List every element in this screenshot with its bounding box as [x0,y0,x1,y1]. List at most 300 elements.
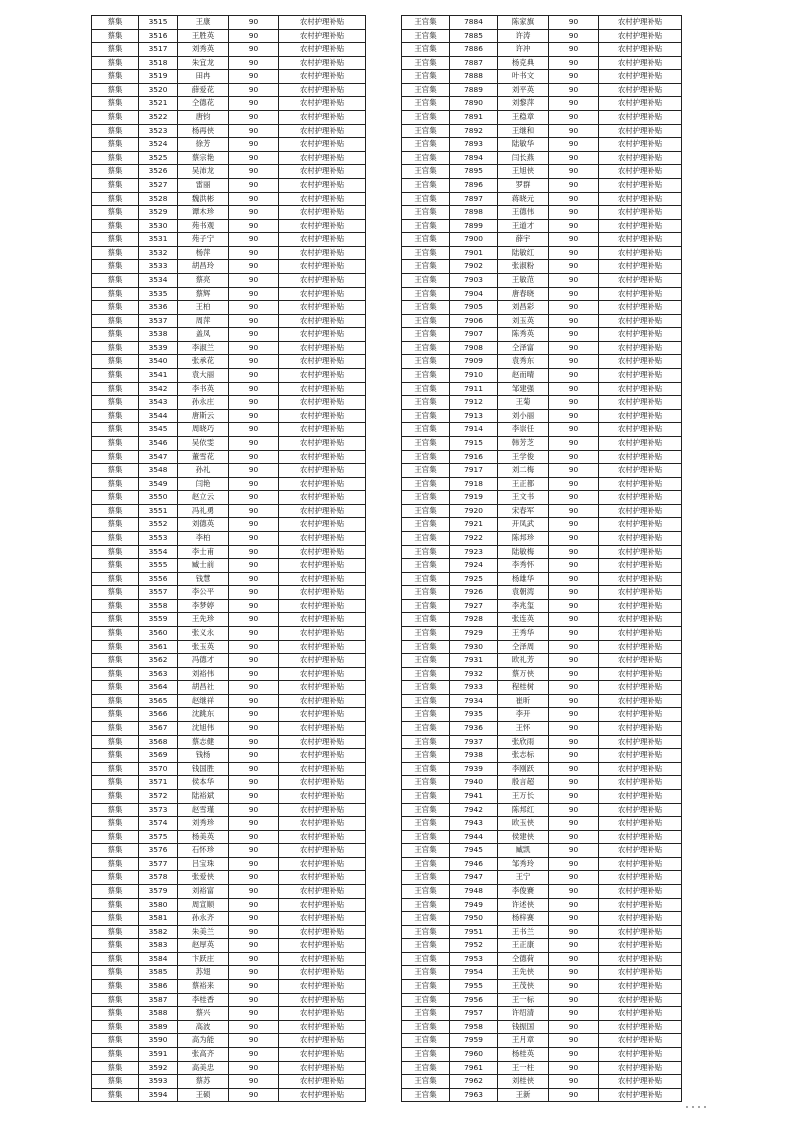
amount-cell: 90 [229,138,279,152]
name-cell: 钱振国 [498,1020,549,1034]
name-cell: 李刚跃 [498,762,549,776]
subsidy-type-cell: 农村护理补贴 [279,830,366,844]
id-cell: 7949 [450,898,498,912]
amount-cell: 90 [549,504,599,518]
amount-cell: 90 [229,504,279,518]
name-cell: 臧凯 [498,844,549,858]
amount-cell: 90 [229,966,279,980]
table-row [92,559,366,573]
name-cell: 许述侠 [498,898,549,912]
table-row [92,599,366,613]
table-row [92,97,366,111]
id-cell: 3589 [139,1020,178,1034]
table-row [402,1034,682,1048]
subsidy-type-cell: 农村护理补贴 [279,477,366,491]
id-cell: 3558 [139,599,178,613]
subsidy-type-cell: 农村护理补贴 [279,246,366,260]
subsidy-type-cell: 农村护理补贴 [599,97,682,111]
table-row [92,464,366,478]
table-row [92,355,366,369]
table-row [402,1061,682,1075]
name-cell: 李柏 [178,531,229,545]
table-row [92,16,366,30]
table-row [92,246,366,260]
table-row [92,382,366,396]
id-cell: 3553 [139,531,178,545]
id-cell: 7892 [450,124,498,138]
subsidy-type-cell: 农村护理补贴 [279,586,366,600]
amount-cell: 90 [229,111,279,125]
table-row [92,722,366,736]
name-cell: 宋春军 [498,504,549,518]
name-cell: 陆敏梅 [498,545,549,559]
id-cell: 7923 [450,545,498,559]
amount-cell: 90 [229,871,279,885]
table-row [402,382,682,396]
id-cell: 3574 [139,817,178,831]
id-cell: 3530 [139,219,178,233]
amount-cell: 90 [229,436,279,450]
table-row [92,260,366,274]
name-cell: 钱杨 [178,749,229,763]
subsidy-type-cell: 农村护理补贴 [279,423,366,437]
table-row [92,572,366,586]
name-cell: 王书兰 [498,925,549,939]
id-cell: 3568 [139,735,178,749]
amount-cell: 90 [549,301,599,315]
subsidy-type-cell: 农村护理补贴 [599,206,682,220]
town-cell: 蔡集 [92,939,139,953]
amount-cell: 90 [549,29,599,43]
amount-cell: 90 [549,518,599,532]
id-cell: 7929 [450,627,498,641]
name-cell: 钱慧 [178,572,229,586]
id-cell: 3527 [139,178,178,192]
name-cell: 张淑粉 [498,260,549,274]
table-row [92,939,366,953]
id-cell: 3559 [139,613,178,627]
name-cell: 陆敏红 [498,246,549,260]
name-cell: 孙永齐 [178,912,229,926]
name-cell: 王新 [498,1088,549,1102]
name-cell: 张连英 [498,613,549,627]
table-row [402,97,682,111]
id-cell: 7900 [450,233,498,247]
table-row [402,518,682,532]
town-cell: 蔡集 [92,355,139,369]
subsidy-type-cell: 农村护理补贴 [279,762,366,776]
amount-cell: 90 [229,396,279,410]
id-cell: 7910 [450,369,498,383]
subsidy-type-cell: 农村护理补贴 [599,681,682,695]
amount-cell: 90 [229,206,279,220]
town-cell: 蔡集 [92,369,139,383]
name-cell: 冯礼勇 [178,504,229,518]
table-row [92,789,366,803]
amount-cell: 90 [549,667,599,681]
table-row [92,1047,366,1061]
subsidy-type-cell: 农村护理补贴 [279,43,366,57]
table-row [92,450,366,464]
subsidy-type-cell: 农村护理补贴 [599,789,682,803]
table-row [402,409,682,423]
subsidy-type-cell: 农村护理补贴 [599,613,682,627]
id-cell: 7943 [450,817,498,831]
subsidy-type-cell: 农村护理补贴 [599,260,682,274]
table-row [402,681,682,695]
id-cell: 7898 [450,206,498,220]
subsidy-type-cell: 农村护理补贴 [599,627,682,641]
amount-cell: 90 [549,572,599,586]
subsidy-type-cell: 农村护理补贴 [599,776,682,790]
subsidy-type-cell: 农村护理补贴 [279,287,366,301]
town-cell: 王官集 [402,654,450,668]
dots-mark-icon [684,1103,708,1111]
table-row [92,545,366,559]
amount-cell: 90 [229,952,279,966]
town-cell: 王官集 [402,885,450,899]
subsidy-type-cell: 农村护理补贴 [599,531,682,545]
table-row [402,966,682,980]
name-cell: 苑书观 [178,219,229,233]
name-cell: 唐斯云 [178,409,229,423]
town-cell: 蔡集 [92,762,139,776]
subsidy-type-cell: 农村护理补贴 [279,654,366,668]
name-cell: 蔡苏 [178,1075,229,1089]
amount-cell: 90 [229,70,279,84]
id-cell: 3538 [139,328,178,342]
id-cell: 7962 [450,1075,498,1089]
id-cell: 3560 [139,627,178,641]
town-cell: 王官集 [402,192,450,206]
amount-cell: 90 [229,355,279,369]
town-cell: 王官集 [402,722,450,736]
table-row [92,436,366,450]
id-cell: 3554 [139,545,178,559]
table-row [402,70,682,84]
town-cell: 蔡集 [92,504,139,518]
table-row [402,640,682,654]
subsidy-type-cell: 农村护理补贴 [279,233,366,247]
amount-cell: 90 [229,464,279,478]
subsidy-type-cell: 农村护理补贴 [279,436,366,450]
subsidy-type-cell: 农村护理补贴 [279,396,366,410]
id-cell: 3516 [139,29,178,43]
table-row [92,885,366,899]
subsidy-type-cell: 农村护理补贴 [279,735,366,749]
id-cell: 3578 [139,871,178,885]
table-row [92,898,366,912]
name-cell: 臧士前 [178,559,229,573]
subsidy-type-cell: 农村护理补贴 [279,572,366,586]
town-cell: 王官集 [402,830,450,844]
subsidy-type-cell: 农村护理补贴 [599,722,682,736]
name-cell: 吴沛龙 [178,165,229,179]
table-row [402,762,682,776]
id-cell: 3579 [139,885,178,899]
id-cell: 3523 [139,124,178,138]
table-row [92,1061,366,1075]
id-cell: 7951 [450,925,498,939]
town-cell: 王官集 [402,1047,450,1061]
amount-cell: 90 [549,803,599,817]
amount-cell: 90 [549,355,599,369]
name-cell: 李梦婷 [178,599,229,613]
subsidy-type-cell: 农村护理补贴 [599,233,682,247]
amount-cell: 90 [229,151,279,165]
subsidy-type-cell: 农村护理补贴 [599,749,682,763]
name-cell: 冯德才 [178,654,229,668]
amount-cell: 90 [549,708,599,722]
name-cell: 李开 [498,708,549,722]
id-cell: 7894 [450,151,498,165]
table-row [92,369,366,383]
subsidy-type-cell: 农村护理补贴 [599,1007,682,1021]
id-cell: 3556 [139,572,178,586]
amount-cell: 90 [229,382,279,396]
name-cell: 王柏 [178,301,229,315]
town-cell: 王官集 [402,124,450,138]
town-cell: 蔡集 [92,477,139,491]
table-row [402,355,682,369]
town-cell: 蔡集 [92,980,139,994]
amount-cell: 90 [549,925,599,939]
subsidy-type-cell: 农村护理补贴 [279,301,366,315]
id-cell: 7901 [450,246,498,260]
name-cell: 程桂树 [498,681,549,695]
id-cell: 7945 [450,844,498,858]
name-cell: 雷丽 [178,178,229,192]
town-cell: 蔡集 [92,273,139,287]
subsidy-type-cell: 农村护理补贴 [599,314,682,328]
amount-cell: 90 [229,260,279,274]
subsidy-type-cell: 农村护理补贴 [599,273,682,287]
subsidy-type-cell: 农村护理补贴 [599,925,682,939]
amount-cell: 90 [549,1034,599,1048]
subsidy-type-cell: 农村护理补贴 [279,16,366,30]
id-cell: 3566 [139,708,178,722]
table-row [402,1020,682,1034]
town-cell: 王官集 [402,328,450,342]
id-cell: 3586 [139,980,178,994]
subsidy-type-cell: 农村护理补贴 [279,450,366,464]
subsidy-type-cell: 农村护理补贴 [599,871,682,885]
town-cell: 蔡集 [92,341,139,355]
table-row [402,1075,682,1089]
town-cell: 蔡集 [92,694,139,708]
amount-cell: 90 [229,980,279,994]
town-cell: 蔡集 [92,138,139,152]
subsidy-type-cell: 农村护理补贴 [279,178,366,192]
town-cell: 王官集 [402,613,450,627]
name-cell: 陈秀英 [498,328,549,342]
id-cell: 3581 [139,912,178,926]
id-cell: 7918 [450,477,498,491]
town-cell: 王官集 [402,16,450,30]
subsidy-type-cell: 农村护理补贴 [599,1020,682,1034]
town-cell: 王官集 [402,70,450,84]
id-cell: 7946 [450,857,498,871]
town-cell: 王官集 [402,219,450,233]
subsidy-type-cell: 农村护理补贴 [599,586,682,600]
amount-cell: 90 [549,980,599,994]
name-cell: 许涛 [498,29,549,43]
table-row [402,43,682,57]
id-cell: 3572 [139,789,178,803]
town-cell: 王官集 [402,43,450,57]
name-cell: 刘桂侠 [498,1075,549,1089]
id-cell: 7952 [450,939,498,953]
amount-cell: 90 [229,762,279,776]
subsidy-type-cell: 农村护理补贴 [279,1075,366,1089]
subsidy-type-cell: 农村护理补贴 [599,504,682,518]
amount-cell: 90 [229,328,279,342]
id-cell: 7908 [450,341,498,355]
subsidy-type-cell: 农村护理补贴 [599,165,682,179]
table-row [92,273,366,287]
amount-cell: 90 [229,314,279,328]
subsidy-type-cell: 农村护理补贴 [279,939,366,953]
name-cell: 杨再侠 [178,124,229,138]
town-cell: 王官集 [402,844,450,858]
subsidy-type-cell: 农村护理补贴 [279,219,366,233]
table-row [402,830,682,844]
name-cell: 刘昌彩 [498,301,549,315]
table-row [402,436,682,450]
id-cell: 3583 [139,939,178,953]
amount-cell: 90 [229,369,279,383]
name-cell: 沈跳东 [178,708,229,722]
id-cell: 3552 [139,518,178,532]
amount-cell: 90 [229,545,279,559]
subsidy-type-cell: 农村护理补贴 [599,559,682,573]
name-cell: 王正都 [498,477,549,491]
table-row [92,56,366,70]
amount-cell: 90 [549,1020,599,1034]
amount-cell: 90 [229,694,279,708]
amount-cell: 90 [229,518,279,532]
name-cell: 王胜英 [178,29,229,43]
amount-cell: 90 [549,436,599,450]
amount-cell: 90 [549,178,599,192]
subsidy-type-cell: 农村护理补贴 [599,830,682,844]
town-cell: 王官集 [402,477,450,491]
amount-cell: 90 [229,627,279,641]
subsidy-type-cell: 农村护理补贴 [279,844,366,858]
town-cell: 王官集 [402,681,450,695]
name-cell: 高为能 [178,1034,229,1048]
name-cell: 高波 [178,1020,229,1034]
subsidy-table-right [401,15,682,1102]
subsidy-type-cell: 农村护理补贴 [279,518,366,532]
table-row [92,192,366,206]
table-row [92,803,366,817]
town-cell: 王官集 [402,1088,450,1102]
name-cell: 刘小丽 [498,409,549,423]
amount-cell: 90 [549,694,599,708]
subsidy-type-cell: 农村护理补贴 [599,1088,682,1102]
id-cell: 3547 [139,450,178,464]
amount-cell: 90 [549,491,599,505]
table-row [92,151,366,165]
town-cell: 王官集 [402,599,450,613]
amount-cell: 90 [229,925,279,939]
table-row [92,681,366,695]
amount-cell: 90 [229,56,279,70]
name-cell: 赵立云 [178,491,229,505]
town-cell: 蔡集 [92,464,139,478]
town-cell: 蔡集 [92,925,139,939]
name-cell: 陆裕斌 [178,789,229,803]
id-cell: 7941 [450,789,498,803]
id-cell: 3518 [139,56,178,70]
subsidy-type-cell: 农村护理补贴 [599,341,682,355]
name-cell: 邹建强 [498,382,549,396]
subsidy-type-cell: 农村护理补贴 [279,56,366,70]
id-cell: 7924 [450,559,498,573]
id-cell: 3536 [139,301,178,315]
town-cell: 蔡集 [92,450,139,464]
table-row [402,912,682,926]
table-row [402,16,682,30]
id-cell: 3532 [139,246,178,260]
name-cell: 许绍清 [498,1007,549,1021]
subsidy-type-cell: 农村护理补贴 [599,844,682,858]
name-cell: 李俊賽 [498,885,549,899]
amount-cell: 90 [549,151,599,165]
town-cell: 王官集 [402,572,450,586]
name-cell: 王怀 [498,722,549,736]
table-row [92,219,366,233]
id-cell: 3551 [139,504,178,518]
id-cell: 7956 [450,993,498,1007]
town-cell: 王官集 [402,206,450,220]
id-cell: 3541 [139,369,178,383]
name-cell: 王先侠 [498,966,549,980]
id-cell: 3592 [139,1061,178,1075]
subsidy-type-cell: 农村护理补贴 [279,980,366,994]
town-cell: 王官集 [402,56,450,70]
subsidy-type-cell: 农村护理补贴 [279,722,366,736]
amount-cell: 90 [229,450,279,464]
name-cell: 杨克典 [498,56,549,70]
table-row [92,328,366,342]
table-row [402,314,682,328]
amount-cell: 90 [549,314,599,328]
id-cell: 7912 [450,396,498,410]
table-row [92,314,366,328]
amount-cell: 90 [229,789,279,803]
id-cell: 3569 [139,749,178,763]
amount-cell: 90 [229,885,279,899]
town-cell: 王官集 [402,586,450,600]
id-cell: 7958 [450,1020,498,1034]
id-cell: 7907 [450,328,498,342]
id-cell: 3584 [139,952,178,966]
subsidy-type-cell: 农村护理补贴 [279,789,366,803]
amount-cell: 90 [229,572,279,586]
subsidy-type-cell: 农村护理补贴 [279,124,366,138]
subsidy-type-cell: 农村护理补贴 [279,409,366,423]
subsidy-type-cell: 农村护理补贴 [279,1007,366,1021]
subsidy-type-cell: 农村护理补贴 [279,545,366,559]
table-row [92,667,366,681]
subsidy-type-cell: 农村护理补贴 [279,1088,366,1102]
name-cell: 张欣雨 [498,735,549,749]
name-cell: 赵雪瑾 [178,803,229,817]
id-cell: 7953 [450,952,498,966]
amount-cell: 90 [549,219,599,233]
